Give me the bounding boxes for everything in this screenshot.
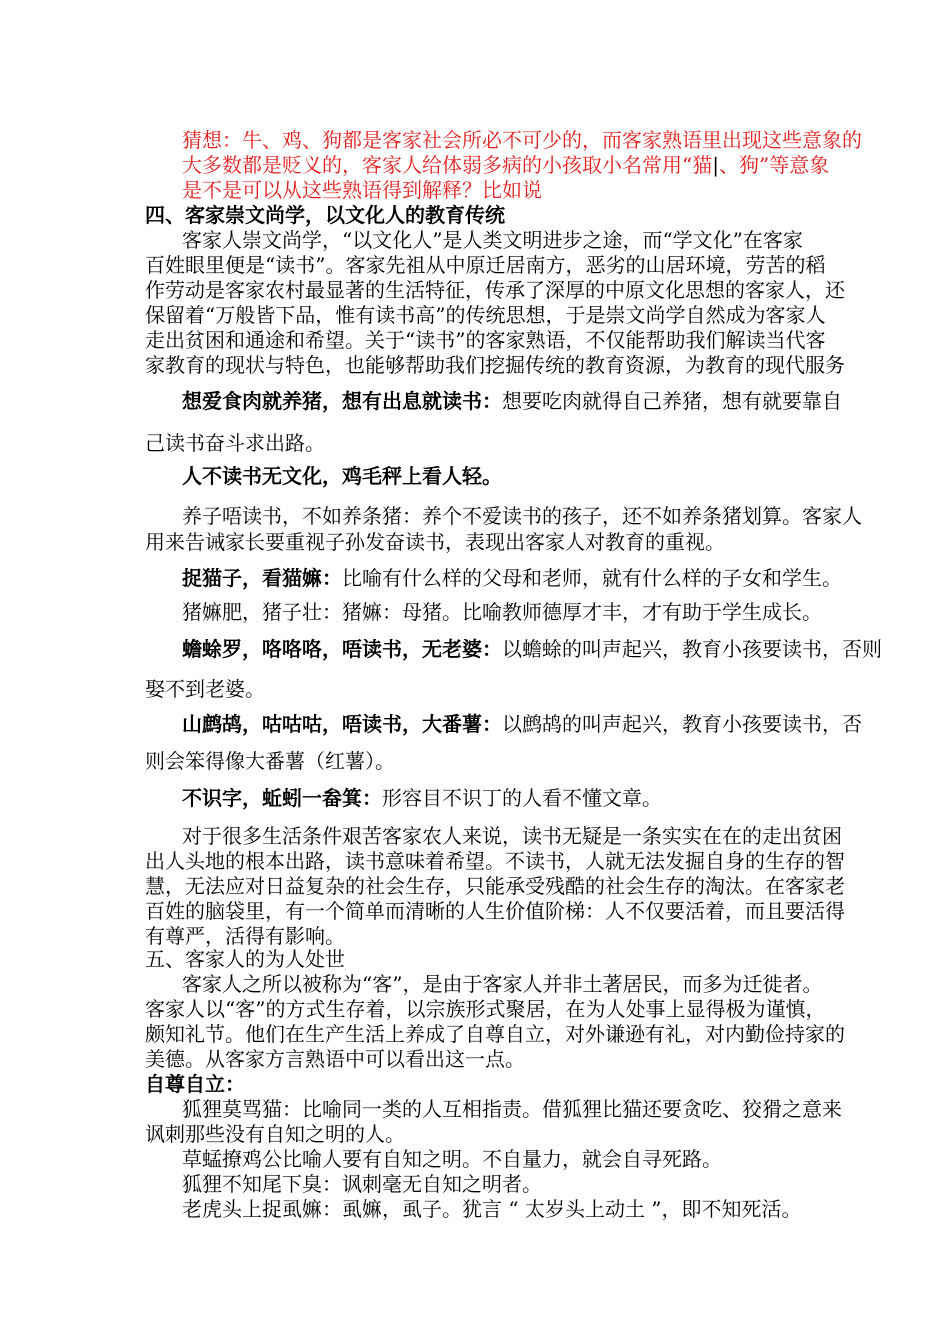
paragraph-line: 慧，无法应对日益复杂的社会生存，只能承受残酷的社会生存的淘汰。在客家老 (145, 874, 845, 898)
proverb-term: 捉猫子，看猫嫲： (182, 566, 342, 590)
paragraph-line: 客家人崇文尚学，“以文化人”是人类文明进步之途，而“学文化”在客家 (182, 228, 803, 252)
paragraph-line: 家教育的现状与特色，也能够帮助我们挖掘传统的教育资源，为教育的现代服务 (145, 353, 845, 377)
proverb-explanation: 用来告诫家长要重视子孙发奋读书，表现出客家人对教育的重视。 (145, 530, 725, 554)
proverb-term: 蟾蜍罗，咯咯咯，唔读书，无老婆： (182, 637, 502, 661)
paragraph-line: 出人头地的根本出路，读书意味着希望。不读书，人就无法发掘自身的生存的智 (145, 849, 845, 873)
note-line: 猜想：牛、鸡、狗都是客家社会所必不可少的，而客家熟语里出现这些意象的 (182, 128, 862, 152)
paragraph-line: 有尊严，活得有影响。 (145, 924, 345, 948)
text-cursor: | (712, 153, 719, 177)
proverb-entry (182, 566, 842, 590)
proverb-entry (182, 786, 662, 810)
paragraph-line: 客家人以“客”的方式生存着，以宗族形式聚居，在为人处事上显得极为谨慎， (145, 997, 826, 1021)
paragraph-line: 对于很多生活条件艰苦客家农人来说，读书无疑是一条实实在在的走出贫困 (182, 824, 842, 848)
list-item: 狐狸不知尾下臭：讽刺毫无自知之明者。 (182, 1172, 542, 1196)
proverb-explanation: 形容目不识丁的人看不懂文章。 (382, 786, 662, 810)
section-heading: 五、客家人的为人处世 (145, 947, 345, 971)
note-line: 是不是可以从这些熟语得到解释？比如说 (182, 178, 542, 202)
paragraph-line: 颇知礼节。他们在生产生活上养成了自尊自立，对外谦逊有礼，对内勤俭持家的 (145, 1022, 845, 1046)
proverb-explanation: 以鹧鸪的叫声起兴，教育小孩要读书，否 (502, 712, 862, 736)
paragraph-line: 作劳动是客家农村最显著的生活特征，传承了深厚的中原文化思想的客家人，还 (145, 278, 845, 302)
paragraph-line: 百姓的脑袋里，有一个简单而清晰的人生价值阶梯：人不仅要活着，而且要活得 (145, 899, 845, 923)
list-item: 老虎头上捉虱嫲：虱嫲，虱子。犹言 “ 太岁头上动土 ”，即不知死活。 (182, 1197, 802, 1221)
proverb-entry (182, 712, 862, 736)
paragraph-line: 保留着“万般皆下品，惟有读书高”的传统思想，于是崇文尚学自然成为客家人 (145, 303, 826, 327)
note-line: 大多数都是贬义的，客家人给体弱多病的小孩取小名常用“猫|、狗”等意象 (182, 153, 830, 177)
list-item: 狐狸莫骂猫：比喻同一类的人互相指责。借狐狸比猫还要贪吃、狡猾之意来 (182, 1097, 842, 1121)
proverb-entry: 猪嫲肥，猪子壮：猪嫲：母猪。比喻教师德厚才丰，才有助于学生成长。 (182, 600, 822, 624)
proverb-term: 山鹧鸪，咕咕咕，唔读书，大番薯： (182, 712, 502, 736)
paragraph-line: 客家人之所以被称为“客”，是由于客家人并非土著居民，而多为迁徙者。 (182, 972, 823, 996)
proverb-explanation: 己读书奋斗求出路。 (145, 431, 325, 455)
paragraph-line: 走出贫困和通途和希望。关于“读书”的客家熟语，不仅能帮助我们解读当代客 (145, 328, 826, 352)
proverb-explanation: 则会笨得像大番薯（红薯）。 (145, 749, 395, 773)
paragraph-line: 百姓眼里便是“读书”。客家先祖从中原迁居南方，恶劣的山居环境，劳苦的稻 (145, 253, 826, 277)
section-heading: 四、客家崇文尚学，以文化人的教育传统 (145, 203, 505, 227)
proverb-term: 想爱食肉就养猪，想有出息就读书： (182, 389, 502, 413)
proverb-explanation: 想要吃肉就得自己养猪，想有就要靠自 (502, 389, 842, 413)
proverb-entry (182, 637, 882, 661)
proverb-term: 人不读书无文化，鸡毛秤上看人轻。 (182, 464, 502, 488)
proverb-entry (182, 389, 842, 413)
proverb-term: 不识字，蚯蚓一畚箕： (182, 786, 382, 810)
sub-heading: 自尊自立： (145, 1072, 245, 1096)
proverb-entry: 养子唔读书，不如养条猪：养个不爱读书的孩子，还不如养条猪划算。客家人 (182, 504, 862, 528)
proverb-explanation: 以蟾蜍的叫声起兴，教育小孩要读书，否则 (502, 637, 882, 661)
proverb-explanation: 比喻有什么样的父母和老师，就有什么样的子女和学生。 (342, 566, 842, 590)
proverb-explanation: 娶不到老婆。 (145, 677, 265, 701)
list-item: 讽刺那些没有自知之明的人。 (145, 1122, 405, 1146)
list-item: 草蜢撩鸡公比喻人要有自知之明。不自量力，就会自寻死路。 (182, 1147, 722, 1171)
paragraph-line: 美德。从客家方言熟语中可以看出这一点。 (145, 1047, 525, 1071)
